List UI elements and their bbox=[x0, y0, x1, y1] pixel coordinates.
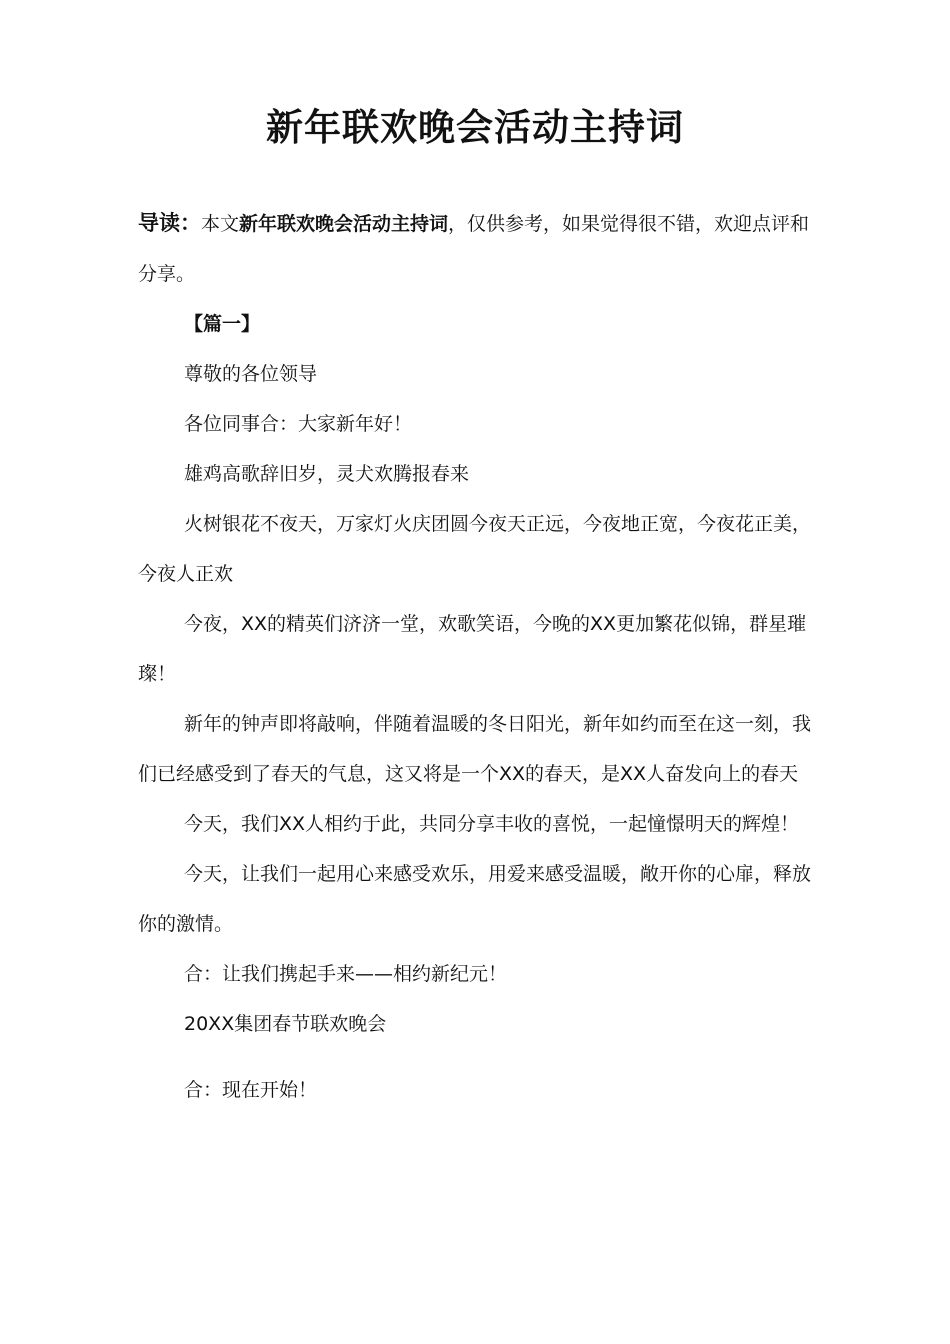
intro-label: 导读： bbox=[138, 211, 201, 235]
intro-pre: 本文 bbox=[201, 213, 240, 235]
document-body bbox=[138, 198, 820, 1115]
paragraph: 火树银花不夜天，万家灯火庆团圆今夜天正远，今夜地正宽，今夜花正美，今夜人正欢 bbox=[138, 513, 812, 585]
paragraph: 各位同事合：大家新年好！ bbox=[184, 413, 413, 435]
paragraph: 新年的钟声即将敲响，伴随着温暖的冬日阳光，新年如约而至在这一刻，我们已经感受到了春天的气息，这又将是一个XX的春天，是XX人奋发向上的春天 bbox=[138, 713, 812, 785]
paragraph: 20XX集团春节联欢晚会 bbox=[184, 1013, 387, 1035]
paragraph: 今天，让我们一起用心来感受欢乐，用爱来感受温暖，敞开你的心扉，释放你的激情。 bbox=[138, 863, 812, 935]
intro-paragraph bbox=[138, 198, 820, 299]
document-title: 新年联欢晚会活动主持词 bbox=[266, 106, 684, 149]
paragraph: 雄鸡高歌辞旧岁，灵犬欢腾报春来 bbox=[184, 463, 470, 485]
paragraph: 尊敬的各位领导 bbox=[184, 363, 318, 385]
paragraph: 今夜，XX的精英们济济一堂，欢歌笑语，今晚的XX更加繁花似锦，群星璀璨！ bbox=[138, 613, 807, 685]
section-heading: 【篇一】 bbox=[184, 313, 261, 335]
closing-paragraph: 合：现在开始！ bbox=[184, 1079, 318, 1101]
spacer bbox=[138, 1049, 820, 1065]
intro-post: ，仅供参考，如果觉得很不错，欢迎点评和分享。 bbox=[138, 213, 810, 285]
intro-bold-title: 新年联欢晚会活动主持词 bbox=[239, 213, 449, 235]
paragraph: 今天，我们XX人相约于此，共同分享丰收的喜悦，一起憧憬明天的辉煌！ bbox=[184, 813, 800, 835]
paragraph: 合：让我们携起手来——相约新纪元！ bbox=[184, 963, 508, 985]
